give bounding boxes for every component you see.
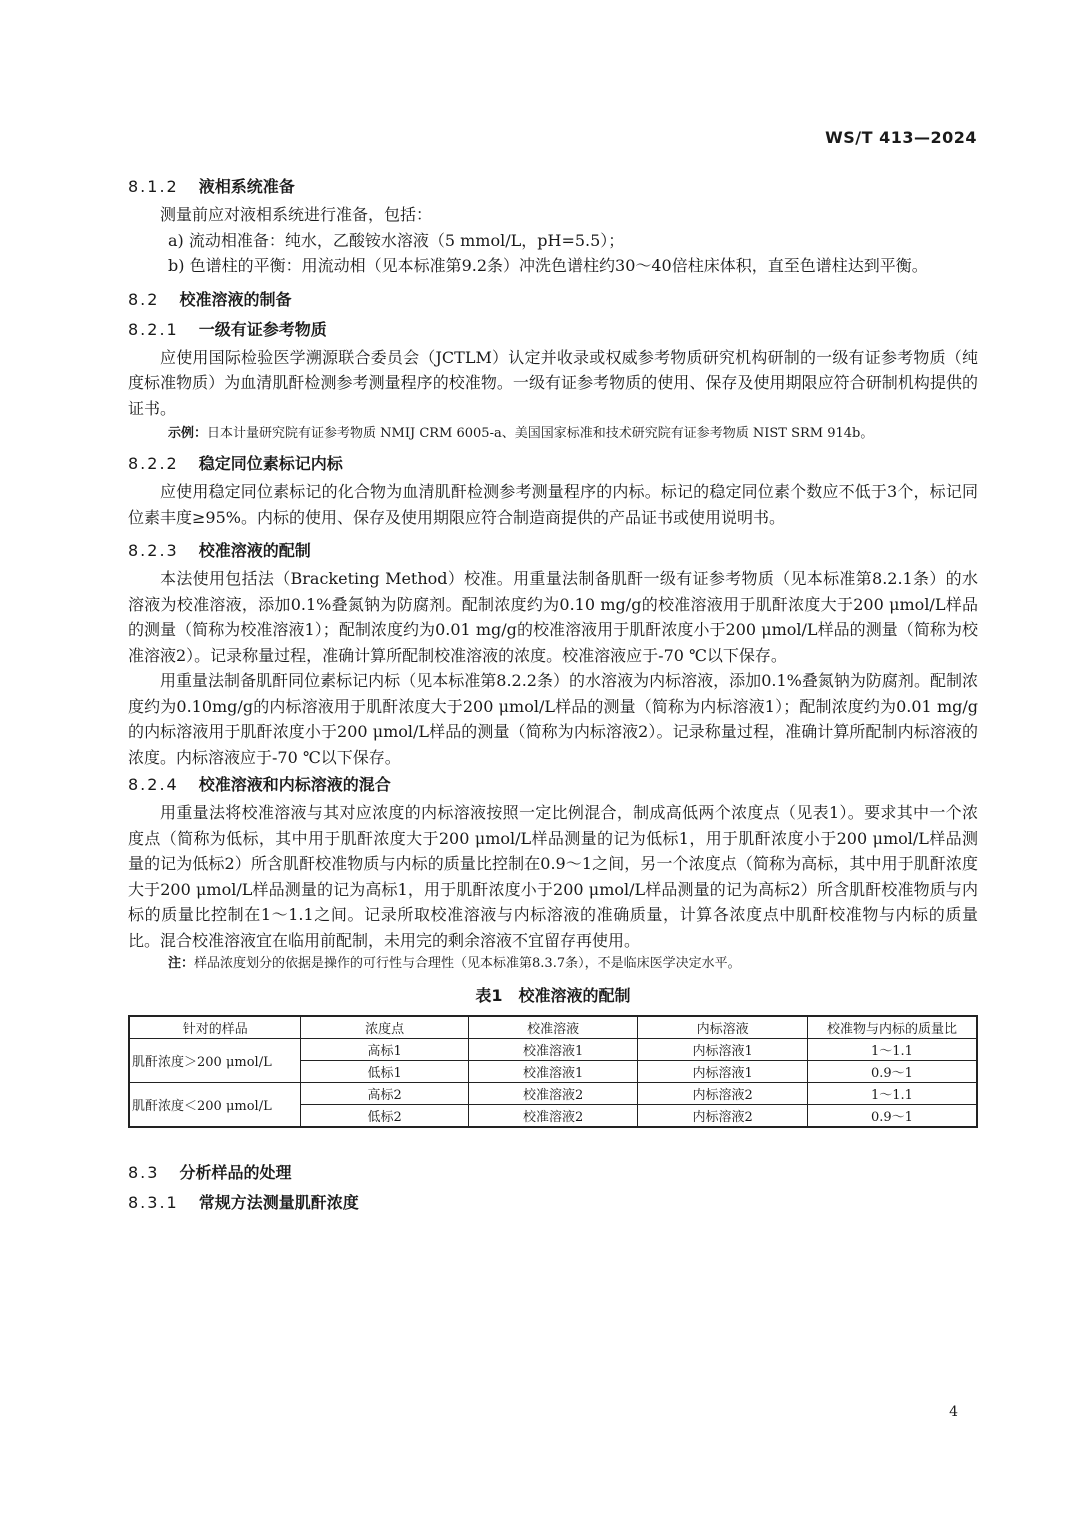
page-number: 4 <box>949 1404 958 1420</box>
paragraph: 本法使用包括法（Bracketing Method）校准。用重量法制备肌酐一级有证参考物质（见本标准第8.2.1条）的水溶液为校准溶液，添加0.1%叠氮钠为防腐剂。配制浓度约为0.10 mg/g的校准溶液用于肌酐浓度大于200 μmol/L样品的测量（简称为校准溶液1）；配制浓度约为0.01 mg/g的校准溶液用于肌酐浓度小于200 μmol/L样品的测量（简称为校准溶液2）。记录称量过程，准确计算所配制校准溶液的浓度。校准溶液应于-70 ℃以下保存。 <box>128 569 978 665</box>
paragraph: 用重量法制备肌酐同位素标记内标（见本标准第8.2.2条）的水溶液为内标溶液，添加0.1%叠氮钠为防腐剂。配制浓度约为0.10mg/g的内标溶液用于肌酐浓度大于200 μmol/L样品的测量（简称为内标溶液1）；配制浓度约为0.01 mg/g的内标溶液用于肌酐浓度小于200 μmol/L样品的测量（简称为内标溶液2）。记录称量过程，准确计算所配制内标溶液的浓度。内标溶液应于-70 ℃以下保存。 <box>128 671 978 767</box>
section-number: 8.2.3 <box>128 541 179 560</box>
table-cell: 校准溶液1 <box>468 1061 638 1083</box>
paragraph: 应使用国际检验医学溯源联合委员会（JCTLM）认定并收录或权威参考物质研究机构研制的一级有证参考物质（纯度标准物质）为血清肌酐检测参考测量程序的校准物。一级有证参考物质的使用、保存及使用期限应符合研制机构提供的证书。 <box>128 347 978 418</box>
example-label: 示例： <box>168 426 208 441</box>
example <box>168 423 978 445</box>
sample-cell: 肌酐浓度＜200 μmol/L <box>129 1083 301 1128</box>
table-cell: 0.9～1 <box>807 1061 977 1083</box>
section-number: 8.2.4 <box>128 775 179 794</box>
section-heading-8-3-1 <box>128 1188 978 1218</box>
table-cell: 低标1 <box>301 1061 469 1083</box>
table-cell: 1～1.1 <box>807 1083 977 1105</box>
section-title: 校准溶液和内标溶液的混合 <box>198 775 391 794</box>
section-heading-8-3 <box>128 1158 978 1188</box>
calibration-table <box>128 1015 978 1128</box>
column-header: 针对的样品 <box>129 1016 301 1039</box>
section-number: 8.2 <box>128 289 160 309</box>
table-cell: 内标溶液1 <box>638 1039 808 1061</box>
example-text: 日本计量研究院有证参考物质 NMIJ CRM 6005-a、美国国家标准和技术研究院有证参考物质 NIST SRM 914b。 <box>207 426 874 441</box>
section-heading-8-2-3 <box>128 536 978 566</box>
table-cell: 内标溶液2 <box>638 1083 808 1105</box>
document-code: WS/T 413—2024 <box>825 128 977 147</box>
table-cell: 校准溶液1 <box>468 1039 638 1061</box>
section-number: 8.1.2 <box>128 177 179 196</box>
table-cell: 高标1 <box>301 1039 469 1061</box>
table-cell: 校准溶液2 <box>468 1083 638 1105</box>
paragraph: 用重量法将校准溶液与其对应浓度的内标溶液按照一定比例混合，制成高低两个浓度点（见表1）。要求其中一个浓度点（简称为低标，其中用于肌酐浓度大于200 μmol/L样品测量的记为低标1，用于肌酐浓度小于200 μmol/L样品测量的记为低标2）所含肌酐校准物质与内标的质量比控制在0.9～1之间，另一个浓度点（简称为高标，其中用于肌酐浓度大于200 μmol/L样品测量的记为高标1，用于肌酐浓度小于200 μmol/L样品测量的记为高标2）所含肌酐校准物质与内标的质量比控制在1～1.1之间。记录所取校准溶液与内标溶液的准确质量，计算各浓度点中肌酐校准物与内标的质量比。混合校准溶液宜在临用前配制，未用完的剩余溶液不宜留存再使用。 <box>128 803 978 950</box>
section-heading-8-2-1 <box>128 315 978 345</box>
section-title: 常规方法测量肌酐浓度 <box>198 1193 359 1212</box>
list-item: a) 流动相准备：纯水，乙酸铵水溶液（5 mmol/L，pH=5.5）； <box>168 230 625 250</box>
section-title: 分析样品的处理 <box>179 1163 292 1182</box>
section-number: 8.2.1 <box>128 319 179 339</box>
table-cell: 内标溶液1 <box>638 1061 808 1083</box>
list-item: b) 色谱柱的平衡：用流动相（见本标准第9.2条）冲洗色谱柱约30～40倍柱床体积，直至色谱柱达到平衡。 <box>168 256 928 275</box>
table-row <box>129 1083 977 1105</box>
table-cell: 0.9～1 <box>807 1105 977 1128</box>
table-row <box>129 1039 977 1061</box>
sample-cell: 肌酐浓度＞200 μmol/L <box>129 1039 301 1083</box>
column-header: 浓度点 <box>301 1016 469 1039</box>
note <box>168 953 978 975</box>
paragraph: 应使用稳定同位素标记的化合物为血清肌酐检测参考测量程序的内标。标记的稳定同位素个数应不低于3个，标记同位素丰度≥95%。内标的使用、保存及使用期限应符合制造商提供的产品证书或使用说明书。 <box>128 482 978 527</box>
table-cell: 高标2 <box>301 1083 469 1105</box>
section-heading-8-2 <box>128 285 978 315</box>
table-header-row <box>129 1016 977 1039</box>
section-title: 液相系统准备 <box>198 177 295 196</box>
section-number: 8.3.1 <box>128 1193 179 1212</box>
note-text: 样品浓度划分的依据是操作的可行性与合理性（见本标准第8.3.7条），不是临床医学决定水平。 <box>194 956 741 971</box>
column-header: 校准溶液 <box>468 1016 638 1039</box>
section-title: 一级有证参考物质 <box>198 319 327 339</box>
section-number: 8.3 <box>128 1163 160 1182</box>
table-cell: 内标溶液2 <box>638 1105 808 1128</box>
table-cell: 1～1.1 <box>807 1039 977 1061</box>
table-title: 表1 校准溶液的配制 <box>475 986 631 1005</box>
page-content <box>128 172 978 1218</box>
section-heading-8-2-2 <box>128 449 978 479</box>
table-cell: 校准溶液2 <box>468 1105 638 1128</box>
section-title: 校准溶液的制备 <box>179 289 292 309</box>
note-label: 注： <box>168 956 195 971</box>
column-header: 内标溶液 <box>638 1016 808 1039</box>
section-title: 稳定同位素标记内标 <box>198 454 343 473</box>
table-cell: 低标2 <box>301 1105 469 1128</box>
section-title: 校准溶液的配制 <box>198 541 311 560</box>
paragraph: 测量前应对液相系统进行准备，包括： <box>160 205 433 224</box>
column-header: 校准物与内标的质量比 <box>807 1016 977 1039</box>
section-heading-8-1-2 <box>128 172 978 202</box>
section-number: 8.2.2 <box>128 454 179 473</box>
section-heading-8-2-4 <box>128 770 978 800</box>
